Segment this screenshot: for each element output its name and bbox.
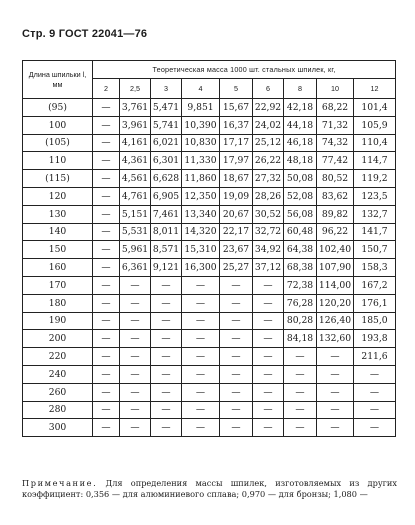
mass-cell: 4,161 bbox=[120, 134, 151, 152]
mass-cell: 22,92 bbox=[253, 99, 284, 117]
mass-cell: — bbox=[182, 401, 220, 419]
note-label: Примечание. bbox=[22, 478, 98, 488]
mass-cell: 26,22 bbox=[253, 152, 284, 170]
mass-cell: — bbox=[284, 383, 317, 401]
mass-cell: — bbox=[284, 401, 317, 419]
table-row bbox=[23, 383, 396, 401]
table-row bbox=[23, 223, 396, 241]
mass-cell: 11,860 bbox=[182, 170, 220, 188]
mass-cell: — bbox=[151, 365, 182, 383]
mass-cell: — bbox=[151, 294, 182, 312]
mass-cell: — bbox=[93, 152, 120, 170]
mass-cell: — bbox=[93, 187, 120, 205]
mass-table bbox=[22, 60, 396, 437]
mass-cell: 132,60 bbox=[317, 330, 354, 348]
mass-cell: — bbox=[182, 383, 220, 401]
mass-cell: 56,08 bbox=[284, 205, 317, 223]
mass-cell: — bbox=[253, 348, 284, 366]
mass-cell: 16,300 bbox=[182, 259, 220, 277]
page-header: Стр. 9 ГОСТ 22041—76 bbox=[22, 28, 148, 40]
length-cell: 150 bbox=[23, 241, 93, 259]
mass-cell: 126,40 bbox=[317, 312, 354, 330]
length-cell: 300 bbox=[23, 419, 93, 437]
diameter-header: 8 bbox=[284, 79, 317, 99]
mass-cell: 74,32 bbox=[317, 134, 354, 152]
diameter-header: 3 bbox=[151, 79, 182, 99]
footnote bbox=[22, 478, 397, 500]
mass-cell: 150,7 bbox=[354, 241, 396, 259]
mass-cell: 6,628 bbox=[151, 170, 182, 188]
mass-cell: 68,22 bbox=[317, 99, 354, 117]
mass-cell: — bbox=[120, 330, 151, 348]
mass-cell: 102,40 bbox=[317, 241, 354, 259]
table-row bbox=[23, 419, 396, 437]
mass-group-header: Теоретическая масса 1000 шт. стальных шпилек, кг, bbox=[93, 61, 396, 79]
mass-cell: 185,0 bbox=[354, 312, 396, 330]
mass-cell: — bbox=[93, 348, 120, 366]
mass-cell: — bbox=[93, 419, 120, 437]
mass-cell: 20,67 bbox=[220, 205, 253, 223]
mass-cell: — bbox=[93, 116, 120, 134]
table-row bbox=[23, 312, 396, 330]
mass-cell: 13,340 bbox=[182, 205, 220, 223]
mass-cell: — bbox=[317, 348, 354, 366]
mass-cell: — bbox=[354, 365, 396, 383]
mass-cell: — bbox=[317, 401, 354, 419]
table-row bbox=[23, 330, 396, 348]
mass-cell: — bbox=[354, 419, 396, 437]
length-cell: 280 bbox=[23, 401, 93, 419]
length-header-line-2: мм bbox=[52, 79, 63, 89]
mass-cell: — bbox=[93, 134, 120, 152]
mass-cell: — bbox=[93, 241, 120, 259]
mass-cell: 5,961 bbox=[120, 241, 151, 259]
mass-cell: — bbox=[182, 294, 220, 312]
mass-cell: 5,471 bbox=[151, 99, 182, 117]
mass-cell: — bbox=[284, 348, 317, 366]
mass-cell: 14,320 bbox=[182, 223, 220, 241]
mass-cell: — bbox=[317, 419, 354, 437]
mass-cell: — bbox=[151, 330, 182, 348]
mass-cell: 48,18 bbox=[284, 152, 317, 170]
length-cell: (115) bbox=[23, 170, 93, 188]
mass-cell: 114,00 bbox=[317, 276, 354, 294]
mass-cell: — bbox=[151, 401, 182, 419]
mass-cell: — bbox=[253, 383, 284, 401]
mass-cell: 9,851 bbox=[182, 99, 220, 117]
mass-cell: — bbox=[93, 365, 120, 383]
mass-cell: 6,361 bbox=[120, 259, 151, 277]
mass-cell: 123,5 bbox=[354, 187, 396, 205]
mass-cell: — bbox=[354, 383, 396, 401]
mass-cell: 24,02 bbox=[253, 116, 284, 134]
mass-cell: 80,28 bbox=[284, 312, 317, 330]
table-row bbox=[23, 187, 396, 205]
mass-cell: 96,22 bbox=[317, 223, 354, 241]
mass-cell: — bbox=[182, 276, 220, 294]
mass-cell: 72,38 bbox=[284, 276, 317, 294]
mass-cell: — bbox=[220, 401, 253, 419]
mass-cell: — bbox=[120, 276, 151, 294]
mass-cell: 6,905 bbox=[151, 187, 182, 205]
mass-cell: 25,27 bbox=[220, 259, 253, 277]
mass-cell: — bbox=[151, 276, 182, 294]
length-cell: 260 bbox=[23, 383, 93, 401]
length-cell: 190 bbox=[23, 312, 93, 330]
mass-cell: 25,12 bbox=[253, 134, 284, 152]
mass-cell: 32,72 bbox=[253, 223, 284, 241]
mass-cell: — bbox=[120, 312, 151, 330]
mass-cell: 5,531 bbox=[120, 223, 151, 241]
length-cell: 240 bbox=[23, 365, 93, 383]
table-row bbox=[23, 170, 396, 188]
mass-cell: — bbox=[93, 259, 120, 277]
mass-cell: 211,6 bbox=[354, 348, 396, 366]
mass-cell: 30,52 bbox=[253, 205, 284, 223]
length-cell: (95) bbox=[23, 99, 93, 117]
mass-cell: — bbox=[151, 348, 182, 366]
mass-cell: — bbox=[93, 170, 120, 188]
mass-cell: — bbox=[182, 419, 220, 437]
mass-cell: — bbox=[220, 294, 253, 312]
table-row bbox=[23, 99, 396, 117]
mass-cell: — bbox=[120, 383, 151, 401]
mass-cell: — bbox=[253, 294, 284, 312]
table-row bbox=[23, 241, 396, 259]
mass-cell: 76,28 bbox=[284, 294, 317, 312]
mass-cell: 84,18 bbox=[284, 330, 317, 348]
mass-cell: — bbox=[93, 205, 120, 223]
mass-cell: — bbox=[253, 419, 284, 437]
mass-cell: 10,390 bbox=[182, 116, 220, 134]
mass-cell: — bbox=[120, 419, 151, 437]
mass-cell: 46,18 bbox=[284, 134, 317, 152]
mass-cell: — bbox=[120, 348, 151, 366]
mass-cell: 44,18 bbox=[284, 116, 317, 134]
mass-cell: 4,761 bbox=[120, 187, 151, 205]
mass-cell: 4,361 bbox=[120, 152, 151, 170]
mass-cell: 52,08 bbox=[284, 187, 317, 205]
mass-cell: 22,17 bbox=[220, 223, 253, 241]
mass-cell: — bbox=[220, 419, 253, 437]
mass-cell: 50,08 bbox=[284, 170, 317, 188]
mass-cell: 119,2 bbox=[354, 170, 396, 188]
mass-cell: 8,571 bbox=[151, 241, 182, 259]
mass-cell: — bbox=[93, 312, 120, 330]
mass-cell: 9,121 bbox=[151, 259, 182, 277]
mass-cell: 42,18 bbox=[284, 99, 317, 117]
diameter-header: 4 bbox=[182, 79, 220, 99]
table-row bbox=[23, 348, 396, 366]
mass-cell: — bbox=[284, 365, 317, 383]
mass-cell: 60,48 bbox=[284, 223, 317, 241]
mass-cell: 8,011 bbox=[151, 223, 182, 241]
table-row bbox=[23, 259, 396, 277]
mass-cell: — bbox=[253, 330, 284, 348]
table-row bbox=[23, 152, 396, 170]
mass-cell: 167,2 bbox=[354, 276, 396, 294]
length-cell: 220 bbox=[23, 348, 93, 366]
mass-cell: 28,26 bbox=[253, 187, 284, 205]
table-row bbox=[23, 294, 396, 312]
mass-cell: 158,3 bbox=[354, 259, 396, 277]
mass-cell: 105,9 bbox=[354, 116, 396, 134]
mass-cell: 4,561 bbox=[120, 170, 151, 188]
mass-cell: 132,7 bbox=[354, 205, 396, 223]
mass-cell: — bbox=[93, 294, 120, 312]
length-cell: 200 bbox=[23, 330, 93, 348]
table-body bbox=[23, 99, 396, 437]
mass-cell: — bbox=[93, 401, 120, 419]
table-row bbox=[23, 205, 396, 223]
mass-cell: — bbox=[220, 383, 253, 401]
mass-cell: 193,8 bbox=[354, 330, 396, 348]
mass-cell: 3,761 bbox=[120, 99, 151, 117]
mass-cell: — bbox=[182, 330, 220, 348]
length-cell: (105) bbox=[23, 134, 93, 152]
mass-cell: 176,1 bbox=[354, 294, 396, 312]
mass-cell: 27,32 bbox=[253, 170, 284, 188]
mass-cell: — bbox=[253, 365, 284, 383]
mass-cell: — bbox=[354, 401, 396, 419]
length-cell: 100 bbox=[23, 116, 93, 134]
mass-cell: 34,92 bbox=[253, 241, 284, 259]
mass-cell: — bbox=[93, 276, 120, 294]
table-row bbox=[23, 116, 396, 134]
mass-cell: — bbox=[120, 294, 151, 312]
note-text: Для определения массы шпилек, изготовляемых из других коэффициент: 0,356 — для алюминиевого сплава; 0,970 — для бронзы; 1,080 — bbox=[22, 478, 397, 499]
mass-cell: 17,97 bbox=[220, 152, 253, 170]
mass-cell: 80,52 bbox=[317, 170, 354, 188]
diameter-header: 6 bbox=[253, 79, 284, 99]
mass-cell: — bbox=[220, 276, 253, 294]
length-cell: 160 bbox=[23, 259, 93, 277]
diameter-header: 2,5 bbox=[120, 79, 151, 99]
mass-cell: — bbox=[151, 312, 182, 330]
mass-cell: — bbox=[284, 419, 317, 437]
mass-cell: — bbox=[93, 330, 120, 348]
length-cell: 180 bbox=[23, 294, 93, 312]
length-cell: 110 bbox=[23, 152, 93, 170]
length-cell: 130 bbox=[23, 205, 93, 223]
table-row bbox=[23, 365, 396, 383]
mass-cell: — bbox=[182, 312, 220, 330]
mass-cell: — bbox=[182, 365, 220, 383]
diameter-header: 12 bbox=[354, 79, 396, 99]
mass-cell: — bbox=[120, 401, 151, 419]
length-cell: 170 bbox=[23, 276, 93, 294]
mass-cell: 16,37 bbox=[220, 116, 253, 134]
mass-cell: 71,32 bbox=[317, 116, 354, 134]
mass-cell: 3,961 bbox=[120, 116, 151, 134]
mass-cell: — bbox=[151, 383, 182, 401]
mass-cell: 89,82 bbox=[317, 205, 354, 223]
mass-cell: 19,09 bbox=[220, 187, 253, 205]
mass-cell: 17,17 bbox=[220, 134, 253, 152]
mass-cell: 15,67 bbox=[220, 99, 253, 117]
length-column-header bbox=[23, 61, 93, 99]
mass-cell: 7,461 bbox=[151, 205, 182, 223]
mass-cell: — bbox=[220, 365, 253, 383]
mass-cell: — bbox=[182, 348, 220, 366]
table-row bbox=[23, 401, 396, 419]
mass-cell: — bbox=[317, 365, 354, 383]
mass-cell: 6,301 bbox=[151, 152, 182, 170]
mass-cell: 15,310 bbox=[182, 241, 220, 259]
mass-cell: 68,38 bbox=[284, 259, 317, 277]
length-header-line-1: Длина шпильки l, bbox=[28, 69, 87, 79]
mass-cell: 120,20 bbox=[317, 294, 354, 312]
mass-cell: — bbox=[220, 330, 253, 348]
mass-cell: 64,38 bbox=[284, 241, 317, 259]
table-row bbox=[23, 134, 396, 152]
mass-cell: 5,741 bbox=[151, 116, 182, 134]
mass-cell: 12,350 bbox=[182, 187, 220, 205]
mass-cell: 107,90 bbox=[317, 259, 354, 277]
length-cell: 140 bbox=[23, 223, 93, 241]
mass-cell: — bbox=[220, 312, 253, 330]
mass-cell: — bbox=[120, 365, 151, 383]
length-cell: 120 bbox=[23, 187, 93, 205]
mass-cell: 141,7 bbox=[354, 223, 396, 241]
mass-cell: — bbox=[253, 312, 284, 330]
mass-cell: 77,42 bbox=[317, 152, 354, 170]
mass-cell: 10,830 bbox=[182, 134, 220, 152]
mass-cell: 18,67 bbox=[220, 170, 253, 188]
mass-cell: 114,7 bbox=[354, 152, 396, 170]
mass-cell: 5,151 bbox=[120, 205, 151, 223]
mass-cell: 6,021 bbox=[151, 134, 182, 152]
table-row bbox=[23, 276, 396, 294]
mass-cell: 110,4 bbox=[354, 134, 396, 152]
mass-cell: 37,12 bbox=[253, 259, 284, 277]
mass-cell: 101,4 bbox=[354, 99, 396, 117]
mass-cell: — bbox=[220, 348, 253, 366]
diameter-header: 2 bbox=[93, 79, 120, 99]
mass-cell: — bbox=[253, 401, 284, 419]
mass-cell: — bbox=[93, 383, 120, 401]
mass-cell: 83,62 bbox=[317, 187, 354, 205]
diameter-header: 10 bbox=[317, 79, 354, 99]
mass-cell: — bbox=[253, 276, 284, 294]
mass-cell: — bbox=[93, 99, 120, 117]
mass-cell: — bbox=[93, 223, 120, 241]
mass-cell: 23,67 bbox=[220, 241, 253, 259]
diameter-header: 5 bbox=[220, 79, 253, 99]
mass-cell: — bbox=[317, 383, 354, 401]
mass-cell: 11,330 bbox=[182, 152, 220, 170]
mass-cell: — bbox=[151, 419, 182, 437]
